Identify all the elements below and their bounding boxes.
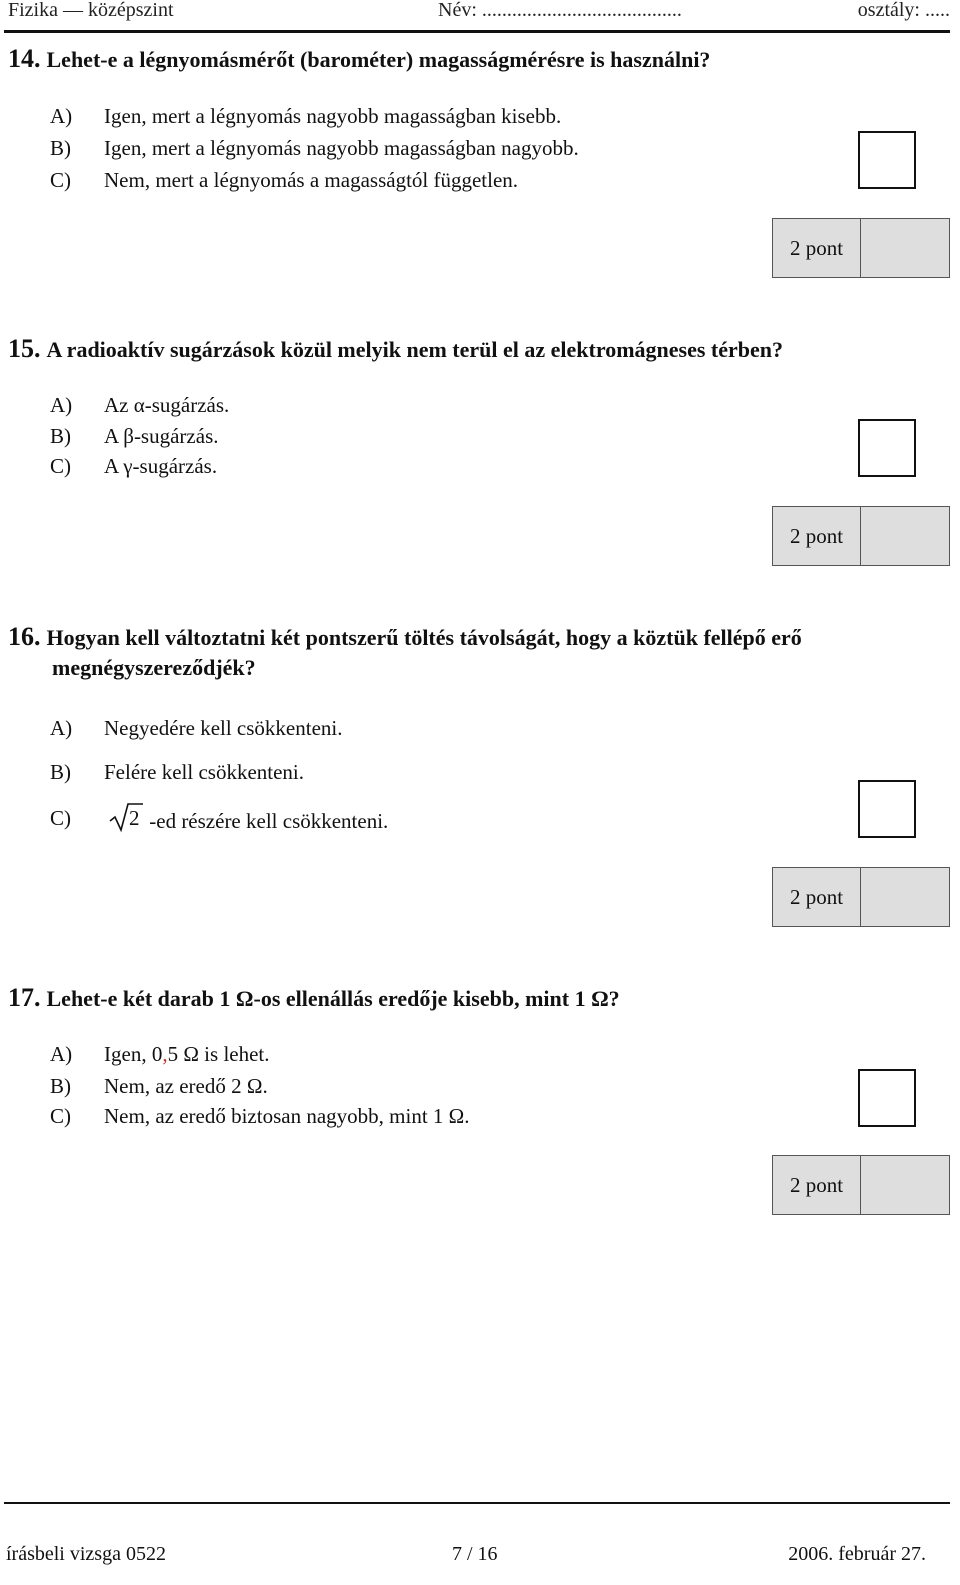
question-text: Lehet-e két darab 1 Ω-os ellenállás eredője kisebb, mint 1 Ω? <box>46 986 620 1011</box>
points-label: 2 pont <box>773 1156 861 1214</box>
points-label: 2 pont <box>773 507 861 565</box>
decimal-comma: , <box>162 1042 168 1066</box>
points-label: 2 pont <box>773 868 861 926</box>
footer-rule <box>4 1502 950 1504</box>
question-17 <box>8 983 620 1013</box>
question-14 <box>8 44 710 74</box>
option-letter: A) <box>50 716 73 740</box>
option-letter: A) <box>50 1042 73 1066</box>
class-field-label: osztály: ..... <box>857 0 950 21</box>
option-text: Nem, mert a légnyomás a magasságtól független. <box>104 168 519 192</box>
question-text: Lehet-e a légnyomásmérőt (barométer) magasságmérésre is használni? <box>46 47 711 72</box>
question-15 <box>8 334 783 364</box>
answer-box[interactable] <box>858 419 916 477</box>
question-text: Hogyan kell változtatni két pontszerű töltés távolságát, hogy a köztük fellépő erő <box>46 625 802 650</box>
question-number: 14. <box>8 44 41 73</box>
subject-label: Fizika — középszint <box>8 0 174 21</box>
option-text-part: Igen, 0 <box>104 1042 163 1066</box>
question-text-line2: megnégyszereződjék? <box>52 655 256 680</box>
points-box <box>772 1155 950 1215</box>
option-text: Nem, az eredő 2 Ω. <box>104 1074 268 1098</box>
page-header <box>8 0 950 28</box>
answer-box[interactable] <box>858 780 916 838</box>
question-text: A radioaktív sugárzások közül melyik nem terül el az elektromágneses térben? <box>46 337 784 362</box>
option-text: Az α-sugárzás. <box>104 393 230 417</box>
points-box <box>772 506 950 566</box>
name-field-label: Név: ........................................ <box>438 0 682 21</box>
footer-exam-code: írásbeli vizsga 0522 <box>6 1543 166 1565</box>
option-text: A β-sugárzás. <box>104 424 219 448</box>
option-text: Igen, mert a légnyomás nagyobb magasságban nagyobb. <box>104 136 579 160</box>
points-box <box>772 218 950 278</box>
option-letter: C) <box>50 1104 71 1128</box>
option-text-part: 5 Ω is lehet. <box>167 1042 270 1066</box>
square-root-expression <box>108 800 144 834</box>
option-text: Negyedére kell csökkenteni. <box>104 716 343 740</box>
option-letter: C) <box>50 168 71 192</box>
option-text: A γ-sugárzás. <box>104 454 218 478</box>
answer-box[interactable] <box>858 1069 916 1127</box>
option-text: Nem, az eredő biztosan nagyobb, mint 1 Ω. <box>104 1104 470 1128</box>
option-letter: C) <box>50 806 71 830</box>
footer-date: 2006. február 27. <box>788 1543 926 1565</box>
footer-page-number: 7 / 16 <box>452 1543 498 1565</box>
radicand: 2 <box>129 806 140 830</box>
option-letter: A) <box>50 104 73 128</box>
question-number: 16. <box>8 622 41 651</box>
option-text <box>104 800 388 834</box>
question-16 <box>8 622 802 652</box>
option-text-rest: -ed részére kell csökkenteni. <box>149 808 389 833</box>
points-box <box>772 867 950 927</box>
answer-box[interactable] <box>858 131 916 189</box>
option-text: Igen, mert a légnyomás nagyobb magasságban kisebb. <box>104 104 562 128</box>
option-text <box>104 1042 270 1067</box>
option-letter: C) <box>50 454 71 478</box>
question-number: 15. <box>8 334 41 363</box>
option-letter: B) <box>50 136 71 160</box>
header-rule <box>4 30 950 33</box>
points-label: 2 pont <box>773 219 861 277</box>
question-number: 17. <box>8 983 41 1012</box>
option-text: Felére kell csökkenteni. <box>104 760 305 784</box>
option-letter: B) <box>50 1074 71 1098</box>
option-letter: A) <box>50 393 73 417</box>
option-letter: B) <box>50 760 71 784</box>
option-letter: B) <box>50 424 71 448</box>
